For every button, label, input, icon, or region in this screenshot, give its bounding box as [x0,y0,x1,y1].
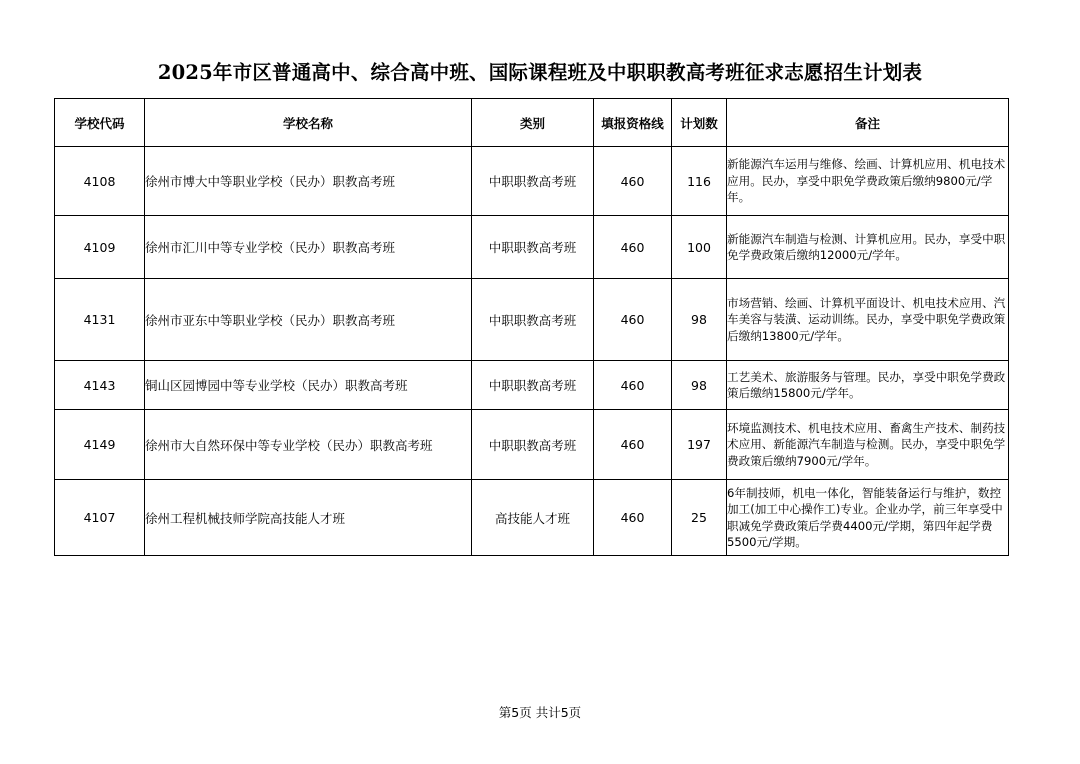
header-school-code: 学校代码 [55,99,145,147]
table-row [55,279,1009,361]
header-remarks: 备注 [727,99,1009,147]
remarks: 环境监测技术、机电技术应用、畜禽生产技术、制药技术应用、新能源汽车制造与检测。民办，享受中职免学费政策后缴纳7900元/学年。 [727,410,1009,480]
qualification-line: 460 [594,480,672,556]
plan-count: 116 [672,147,727,216]
category: 中职职教高考班 [472,279,594,361]
qualification-line: 460 [594,361,672,410]
table-row [55,216,1009,279]
school-code: 4107 [55,480,145,556]
qualification-line: 460 [594,216,672,279]
remarks: 市场营销、绘画、计算机平面设计、机电技术应用、汽车美容与装潢、运动训练。民办，享受中职免学费政策后缴纳13800元/学年。 [727,279,1009,361]
plan-count: 98 [672,361,727,410]
school-name: 徐州市汇川中等专业学校（民办）职教高考班 [145,216,472,279]
enrollment-plan-table [54,98,1009,556]
school-name: 徐州市博大中等职业学校（民办）职教高考班 [145,147,472,216]
header-school-name: 学校名称 [145,99,472,147]
school-name: 徐州工程机械技师学院高技能人才班 [145,480,472,556]
category: 中职职教高考班 [472,216,594,279]
header-plan-count: 计划数 [672,99,727,147]
table-row [55,410,1009,480]
page-footer: 第5页 共计5页 [498,705,582,720]
plan-count: 197 [672,410,727,480]
header-category: 类别 [472,99,594,147]
category: 中职职教高考班 [472,410,594,480]
table-row [55,361,1009,410]
school-name: 徐州市亚东中等职业学校（民办）职教高考班 [145,279,472,361]
school-code: 4143 [55,361,145,410]
plan-count: 25 [672,480,727,556]
plan-count: 98 [672,279,727,361]
school-code: 4131 [55,279,145,361]
remarks: 新能源汽车运用与维修、绘画、计算机应用、机电技术应用。民办，享受中职免学费政策后缴纳9800元/学年。 [727,147,1009,216]
table-row [55,147,1009,216]
school-name: 铜山区园博园中等专业学校（民办）职教高考班 [145,361,472,410]
remarks: 6年制技师，机电一体化，智能装备运行与维护，数控加工(加工中心操作工)专业。企业办学，前三年享受中职减免学费政策后学费4400元/学期，第四年起学费5500元/学期。 [727,480,1009,556]
header-qualification-line: 填报资格线 [594,99,672,147]
qualification-line: 460 [594,279,672,361]
school-code: 4149 [55,410,145,480]
table-header-row [55,99,1009,147]
school-code: 4109 [55,216,145,279]
category: 高技能人才班 [472,480,594,556]
category: 中职职教高考班 [472,361,594,410]
plan-count: 100 [672,216,727,279]
category: 中职职教高考班 [472,147,594,216]
school-code: 4108 [55,147,145,216]
table-row [55,480,1009,556]
remarks: 工艺美术、旅游服务与管理。民办，享受中职免学费政策后缴纳15800元/学年。 [727,361,1009,410]
remarks: 新能源汽车制造与检测、计算机应用。民办，享受中职免学费政策后缴纳12000元/学年。 [727,216,1009,279]
page-title: 2025年市区普通高中、综合高中班、国际课程班及中职职教高考班征求志愿招生计划表 [157,61,923,84]
qualification-line: 460 [594,147,672,216]
qualification-line: 460 [594,410,672,480]
school-name: 徐州市大自然环保中等专业学校（民办）职教高考班 [145,410,472,480]
